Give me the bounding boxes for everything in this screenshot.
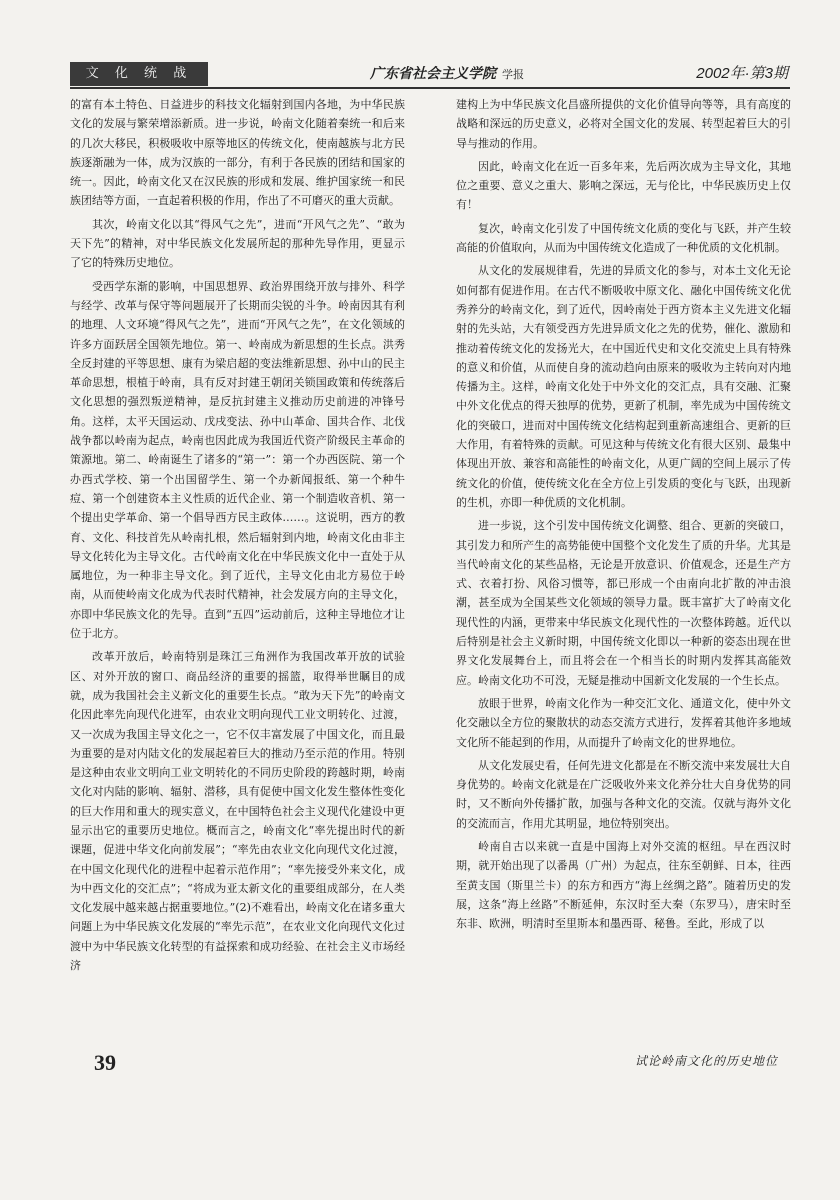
paragraph: 进一步说，这个引发中国传统文化调整、组合、更新的突破口，其引发力和所产生的高势能使中国整个文化发生了质的升华。尤其是当代岭南文化的某些品格，无论是开放意识、价值观念，还是生产方式、衣着打扮、风俗习惯等，都已形成一个由南向北扩散的冲击浪潮，甚至成为全国某些文化领域的领导力量。既丰富扩大了岭南文化现代性的内涵，更带来中华民族文化现代性的一次整体跨越。近代以后特别是社会主义新时期，中国传统文化即以一种新的姿态出现在世界文化发展舞台上，而且将会在一个相当长的时期内发挥其高能效应。岭南文化功不可没，无疑是推动中国新文化发展的一个生长点。 (456, 519, 791, 687)
running-article-title: 试论岭南文化的历史地位 (634, 1054, 778, 1068)
paragraph: 受西学东渐的影响，中国思想界、政治界围绕开放与排外、科学与经学、改革与保守等问题展开了长期而尖锐的斗争。岭南因其有利的地理、人文环境“得风气之先”，进而“开风气之先”，在文化领域的许多方面跃居全国领先地位。第一、岭南成为新思想的生长点。洪秀全反封建的平等思想、康有为梁启超的变法维新思想、孙中山的民主革命思想，根植于岭南，具有反对封建王朝闭关锁国政策和传统落后文化思想的强烈叛逆精神，是反抗封建主义推动历史前进的冲锋号角。这样，太平天国运动、戊戌变法、孙中山革命、国共合作、北伐战争都以岭南为起点，岭南也因此成为我国近代资产阶级民主革命的策源地。第二、岭南诞生了诸多的“第一”：第一个办西医院、第一个办西式学校、第一个出国留学生、第一个办新闻报纸、第一个种牛痘、第一个创建资本主义性质的近代企业、第一个制造收音机、第一个提出史学革命、第一个倡导西方民主政体……。这说明，西方的教育、文化、科技首先从岭南扎根，然后辐射到内地，岭南文化由非主导文化转化为主导文化。古代岭南文化在中华民族文化中一直处于从属地位，为一种非主导文化。到了近代，主导文化由北方易位于岭南，从而使岭南文化成为代表时代精神，社会发展方向的主导文化，亦即中华民族文化的先导。直到“五四”运动前后，这种主导地位才让位于北方。 (70, 279, 405, 641)
paragraph: 其次，岭南文化以其“得风气之先”，进而“开风气之先”、“敢为天下先”的精神，对中华民族文化发展所起的那种先导作用，更显示了它的特殊历史地位。 (70, 217, 405, 270)
paragraph: 改革开放后，岭南特别是珠江三角洲作为我国改革开放的试验区、对外开放的窗口、商品经济的重要的摇篮，取得举世瞩目的成就，成为我国社会主义新文化的重要生长点。“敢为天下先”的岭南文化因此率先向现代化进军，由农业文明向现代工业文明转化、过渡，又一次成为我国主导文化之一，它不仅丰富发展了中国文化，而且最为重要的是对内陆文化的发展起着巨大的推动乃至示范的作用。特别是这种由农业文明向工业文明转化的不同历史阶段的跨越时期，岭南文化对内陆的影响、辐射、潜移，具有促使中国文化发生整体性变化的巨大作用和重大的现实意义，在中国特色社会主义现代化建设中更显示出它的重要历史地位。概而言之，岭南文化“率先提出时代的新课题，促进中华文化向前发展”；“率先由农业文化向现代文化过渡，在中国文化现代化的进程中起着示范作用”；“率先接受外来文化，成为中西文化的交汇点”；“将成为亚太新文化的重要组成部分，在人类文化发展中越来越占据重要地位。”(2)不难看出，岭南文化在诸多重大问题上为中华民族文化发展的“率先示范”，在农业文化向现代文化过渡中为中华民族文化转型的有益探索和成功经验、在社会主义市场经济 (70, 650, 405, 973)
paragraph: 的富有本土特色、日益进步的科技文化辐射到国内各地，为中华民族文化的发展与繁荣增添新质。进一步说，岭南文化随着秦统一和后来的几次大移民，积极吸收中原等地区的传统文化，使南越族与北方民族逐渐融为一体，成为汉族的一部分，有利于各民族的团结和国家的统一。因此，岭南文化又在汉民族的形成和发展、维护国家统一和民族团结等方面，一直起着积极的作用，作出了不可磨灭的重大贡献。 (70, 98, 405, 208)
journal-name (370, 64, 524, 85)
page-header (70, 62, 790, 86)
right-column (456, 95, 791, 1035)
paragraph: 放眼于世界，岭南文化作为一种交汇文化、通道文化，使中外文化交融以全方位的聚散状的动态交流方式进行，发挥着其他许多地域文化所不能起到的作用，从而提升了岭南文化的世界地位。 (456, 696, 791, 749)
paragraph: 岭南自古以来就一直是中国海上对外交流的枢纽。早在西汉时期，就开始出现了以番禺（广州）为起点，往东至朝鲜、日本，往西至黄支国（斯里兰卡）的东方和西方“海上丝绸之路”。随着历史的发展，这条“海上丝路”不断延伸，东汉时至大秦（东罗马），唐宋时至东非、欧洲，明清时至里斯本和墨西哥、秘鲁。至此，形成了以 (456, 839, 791, 931)
section-label: 文 化 统 战 (70, 62, 208, 86)
paragraph: 从文化发展史看，任何先进文化都是在不断交流中来发展壮大自身优势的。岭南文化就是在广泛吸收外来文化养分壮大自身优势的同时，又不断向外传播扩散，加强与各种文化的交流。仅就与海外文化的交流而言，作用尤其明显，地位特别突出。 (456, 758, 791, 830)
paragraph: 建构上为中华民族文化昌盛所提供的文化价值导向等等，具有高度的战略和深远的历史意义，必将对全国文化的发展、转型起着巨大的引导与推动的作用。 (456, 98, 791, 150)
paragraph: 从文化的发展规律看，先进的异质文化的参与，对本土文化无论如何都有促进作用。在古代不断吸收中原文化、融化中国传统文化优秀养分的岭南文化，到了近代，因岭南处于西方资本主义先进文化辐射的先头站，大有领受西方先进异质文化之先的优势，催化、激励和推动着传统文化的发扬光大，在中国近代史和文化交流史上具有特殊的意义和价值，从而使自身的流动趋向由原来的吸收为主转向对内地传播为主。这样，岭南文化处于中外文化的交汇点，具有交融、汇聚中外文化优点的得天独厚的优势，更新了机制，率先成为中国传统文化的突破口，进而对中国传统文化结构起到重新高速组合、更新的巨大作用，有着特殊的贡献。可见这种与传统文化有很大区别、最集中体现出开放、兼容和高能性的岭南文化，从更广阔的空间上展示了传统文化的价值，使传统文化在全方位上引发质的变化与飞跃，出现新的生机，亦即一种优质的文化机制。 (456, 264, 791, 509)
paragraph: 因此，岭南文化在近一百多年来，先后两次成为主导文化，其地位之重要、意义之重大、影响之深远，无与伦比，中华民族历史上仅有！ (456, 159, 791, 212)
journal-title: 广东省社会主义学院 (370, 66, 496, 82)
paragraph: 复次，岭南文化引发了中国传统文化质的变化与飞跃，并产生较高能的价值取向，从而为中国传统文化造成了一种优质的文化机制。 (456, 221, 791, 255)
journal-suffix: 学报 (502, 68, 524, 81)
page-number: 39 (94, 1050, 116, 1075)
issue-label: 2002年·第3期 (696, 65, 788, 82)
header-rule (70, 87, 790, 89)
left-column (70, 95, 405, 1035)
